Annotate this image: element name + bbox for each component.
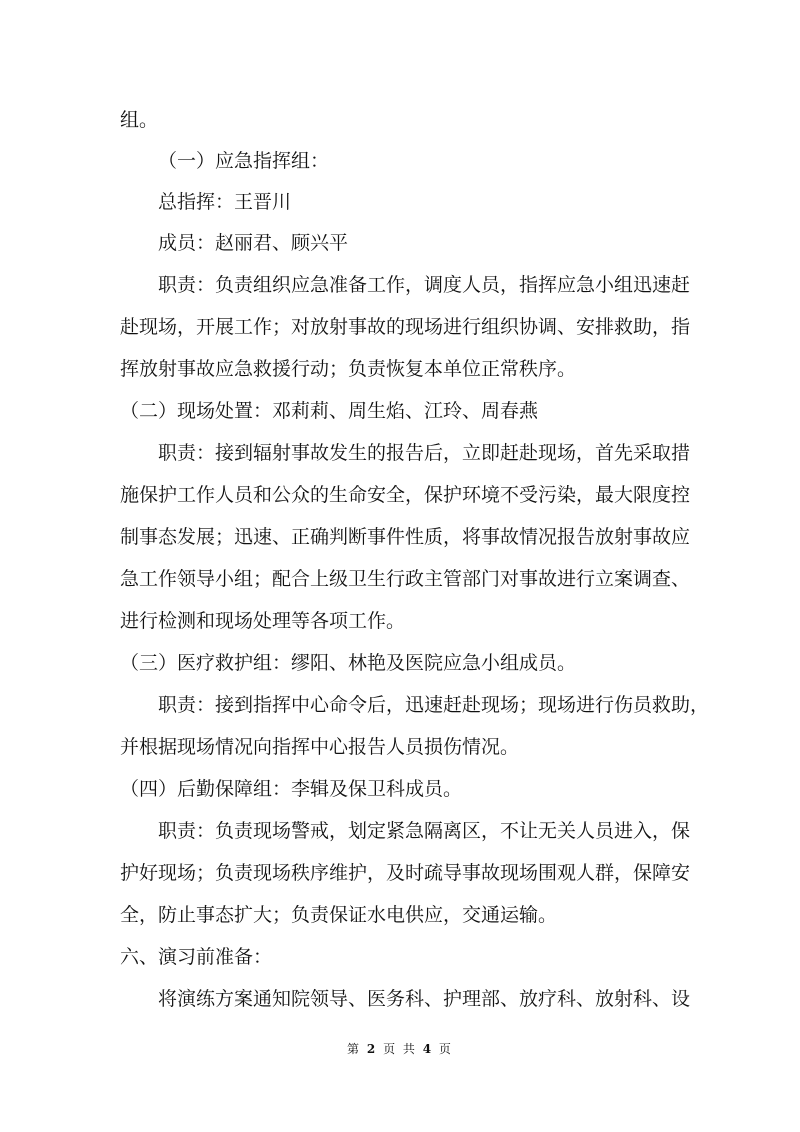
- text-line: 全，防止事态扩大；负责保证水电供应，交通运输。: [120, 904, 558, 926]
- text-line: 组。: [120, 109, 159, 131]
- text-line: 并根据现场情况向指挥中心报告人员损伤情况。: [120, 736, 520, 758]
- footer-total-pages: 4: [422, 1042, 434, 1056]
- footer-page-number: 2: [366, 1042, 378, 1056]
- text-line: （三）医疗救护组：缪阳、林艳及医院应急小组成员。: [120, 652, 577, 674]
- text-line: 总指挥：王晋川: [158, 191, 292, 213]
- text-line: 急工作领导小组；配合上级卫生行政主管部门对事故进行立案调查、: [120, 568, 691, 590]
- text-line: 成员：赵丽君、顾兴平: [158, 232, 349, 254]
- text-line: （二）现场处置：邓莉莉、周生焰、江玲、周春燕: [120, 400, 539, 422]
- text-line: （四）后勤保障组：李辑及保卫科成员。: [120, 778, 463, 800]
- text-line: 进行检测和现场处理等各项工作。: [120, 610, 406, 632]
- text-line: 挥放射事故应急救援行动；负责恢复本单位正常秩序。: [120, 358, 577, 380]
- page-footer: [0, 1040, 800, 1057]
- text-line: 职责：接到辐射事故发生的报告后，立即赶赴现场，首先采取措: [158, 442, 691, 464]
- footer-suffix: 页: [438, 1042, 453, 1056]
- text-line: 护好现场；负责现场秩序维护，及时疏导事故现场围观人群，保障安: [120, 862, 691, 884]
- text-line: 将演练方案通知院领导、医务科、护理部、放疗科、放射科、设: [158, 988, 691, 1010]
- text-line: 赴现场，开展工作；对放射事故的现场进行组织协调、安排救助，指: [120, 316, 691, 338]
- footer-prefix: 第: [347, 1042, 362, 1056]
- footer-middle: 页 共: [383, 1042, 417, 1056]
- text-line: 职责：负责组织应急准备工作，调度人员，指挥应急小组迅速赶: [158, 274, 691, 296]
- text-line: 六、演习前准备：: [120, 946, 273, 968]
- text-line: （一）应急指挥组：: [158, 150, 330, 172]
- text-line: 制事态发展；迅速、正确判断事件性质，将事故情况报告放射事故应: [120, 526, 691, 548]
- text-line: 施保护工作人员和公众的生命安全，保护环境不受污染，最大限度控: [120, 484, 691, 506]
- text-line: 职责：负责现场警戒，划定紧急隔离区，不让无关人员进入，保: [158, 820, 691, 842]
- text-line: 职责：接到指挥中心命令后，迅速赶赴现场；现场进行伤员救助，: [158, 694, 710, 716]
